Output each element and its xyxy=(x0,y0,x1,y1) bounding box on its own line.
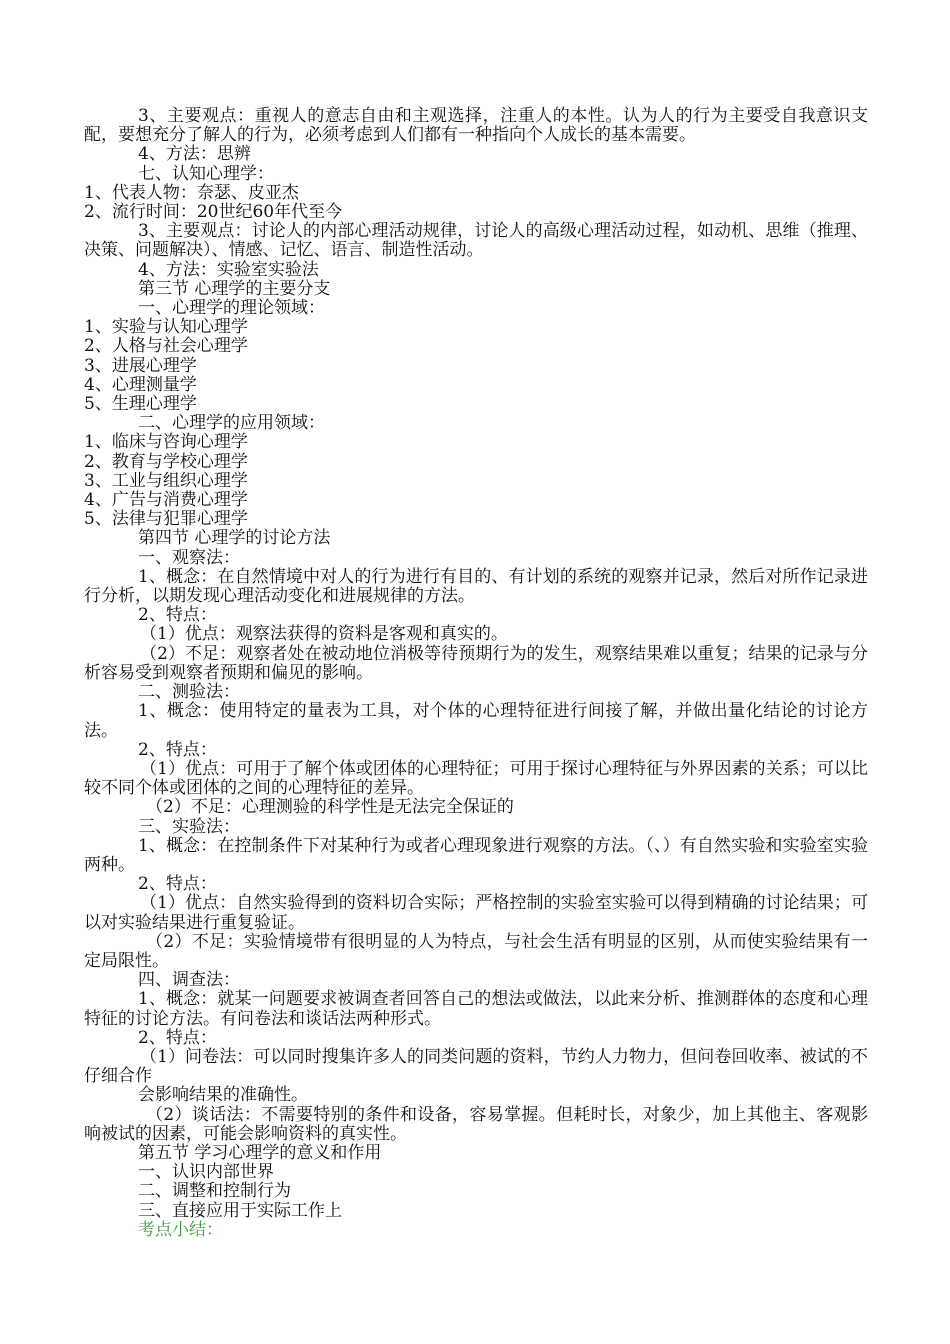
document-paragraph-8: 第三节 心理学的主要分支 xyxy=(138,278,331,299)
document-paragraph-35: （1）优点：自然实验得到的资料切合实际；严格控制的实验室实验可以得到精确的讨论结果；可以对实验结果进行重复验证。 xyxy=(84,893,868,933)
document-paragraph-43: 第五节 学习心理学的意义和作用 xyxy=(138,1142,382,1163)
document-paragraph-28: 1、概念：使用特定的量表为工具，对个体的心理特征进行间接了解，并做出量化结论的讨论方法。 xyxy=(84,701,868,741)
document-paragraph-26: （2）不足：观察者处在被动地位消极等待预期行为的发生，观察结果难以重复；结果的记录与分析容易受到观察者预期和偏见的影响。 xyxy=(84,643,868,683)
document-paragraph-42: （2）谈话法：不需要特别的条件和设备，容易掌握。但耗时长，对象少，加上其他主、客观影响被试的因素，可能会影响资料的真实性。 xyxy=(84,1104,868,1144)
document-paragraph-1: 3、主要观点：重视人的意志自由和主观选择，注重人的本性。认为人的行为主要受自我意识支配，要想充分了解人的行为，必须考虑到人们都有一种指向个人成长的基本需要。 xyxy=(84,106,868,146)
document-paragraph-34: 2、特点： xyxy=(138,874,217,895)
document-paragraph-25: （1）优点：观察法获得的资料是客观和真实的。 xyxy=(140,624,508,645)
document-paragraph-36: （2）不足：实验情境带有很明显的人为特点，与社会生活有明显的区别，从而使实验结果有一定局限性。 xyxy=(84,931,868,971)
document-paragraph-9: 一、心理学的理论领域： xyxy=(138,298,325,319)
document-paragraph-41: 会影响结果的准确性。 xyxy=(138,1085,308,1106)
document-paragraph-30: （1）优点：可用于了解个体或团体的心理特征；可用于探讨心理特征与外界因素的关系；可以比较不同个体或团体的之间的心理特征的差异。 xyxy=(84,758,868,799)
document-paragraph-24: 2、特点： xyxy=(138,605,217,626)
document-paragraph-2: 4、方法：思辨 xyxy=(138,144,251,165)
document-paragraph-3: 七、认知心理学： xyxy=(138,163,274,184)
document-paragraph-37: 四、调查法： xyxy=(138,970,240,991)
document-paragraph-33: 1、概念：在控制条件下对某种行为或者心理现象进行观察的方法。（、）有自然实验和实验室实验两种。 xyxy=(84,835,868,875)
document-paragraph-10: 1、实验与认知心理学 xyxy=(84,317,248,338)
document-paragraph-6: 3、主要观点：讨论人的内部心理活动规律，讨论人的高级心理活动过程，如动机、思维（推理、决策、问题解决）、情感、记忆、语言、制造性活动。 xyxy=(84,221,868,261)
document-paragraph-7: 4、方法：实验室实验法 xyxy=(138,259,319,280)
document-paragraph-44: 一、认识内部世界 xyxy=(138,1162,274,1183)
document-paragraph-29: 2、特点： xyxy=(138,739,217,760)
document-paragraph-19: 4、广告与消费心理学 xyxy=(84,490,248,511)
document-paragraph-23: 1、概念：在自然情境中对人的行为进行有目的、有计划的系统的观察并记录，然后对所作记录进行分析，以期发现心理活动变化和进展规律的方法。 xyxy=(84,566,868,607)
document-paragraph-31: （2）不足：心理测验的科学性是无法完全保证的 xyxy=(146,797,514,818)
document-paragraph-46: 三、直接应用于实际工作上 xyxy=(138,1200,342,1221)
document-body xyxy=(84,107,868,1240)
document-paragraph-17: 2、教育与学校心理学 xyxy=(84,451,248,472)
document-paragraph-47: 考点小结： xyxy=(138,1219,223,1240)
document-paragraph-18: 3、工业与组织心理学 xyxy=(84,470,248,491)
document-paragraph-39: 2、特点： xyxy=(138,1027,217,1048)
document-paragraph-16: 1、临床与咨询心理学 xyxy=(84,432,248,453)
document-paragraph-4: 1、代表人物：奈瑟、皮亚杰 xyxy=(84,182,299,203)
document-paragraph-5: 2、流行时间：20世纪60年代至今 xyxy=(84,202,343,223)
document-paragraph-11: 2、人格与社会心理学 xyxy=(84,336,248,357)
document-paragraph-22: 一、观察法： xyxy=(138,547,240,568)
document-paragraph-15: 二、心理学的应用领域： xyxy=(138,413,325,434)
document-paragraph-38: 1、概念：就某一问题要求被调查者回答自己的想法或做法，以此来分析、推测群体的态度和心理特征的讨论方法。有问卷法和谈话法两种形式。 xyxy=(84,989,868,1029)
document-paragraph-32: 三、实验法： xyxy=(138,816,240,837)
document-paragraph-14: 5、生理心理学 xyxy=(84,394,197,415)
document-paragraph-21: 第四节 心理学的讨论方法 xyxy=(138,528,331,549)
document-paragraph-45: 二、调整和控制行为 xyxy=(138,1181,291,1202)
document-paragraph-13: 4、心理测量学 xyxy=(84,374,197,395)
document-paragraph-27: 二、测验法： xyxy=(138,682,240,703)
document-paragraph-12: 3、进展心理学 xyxy=(84,355,197,376)
document-paragraph-40: （1）问卷法：可以同时搜集许多人的同类问题的资料，节约人力物力，但问卷回收率、被试的不仔细合作 xyxy=(84,1046,868,1087)
document-paragraph-20: 5、法律与犯罪心理学 xyxy=(84,509,248,530)
